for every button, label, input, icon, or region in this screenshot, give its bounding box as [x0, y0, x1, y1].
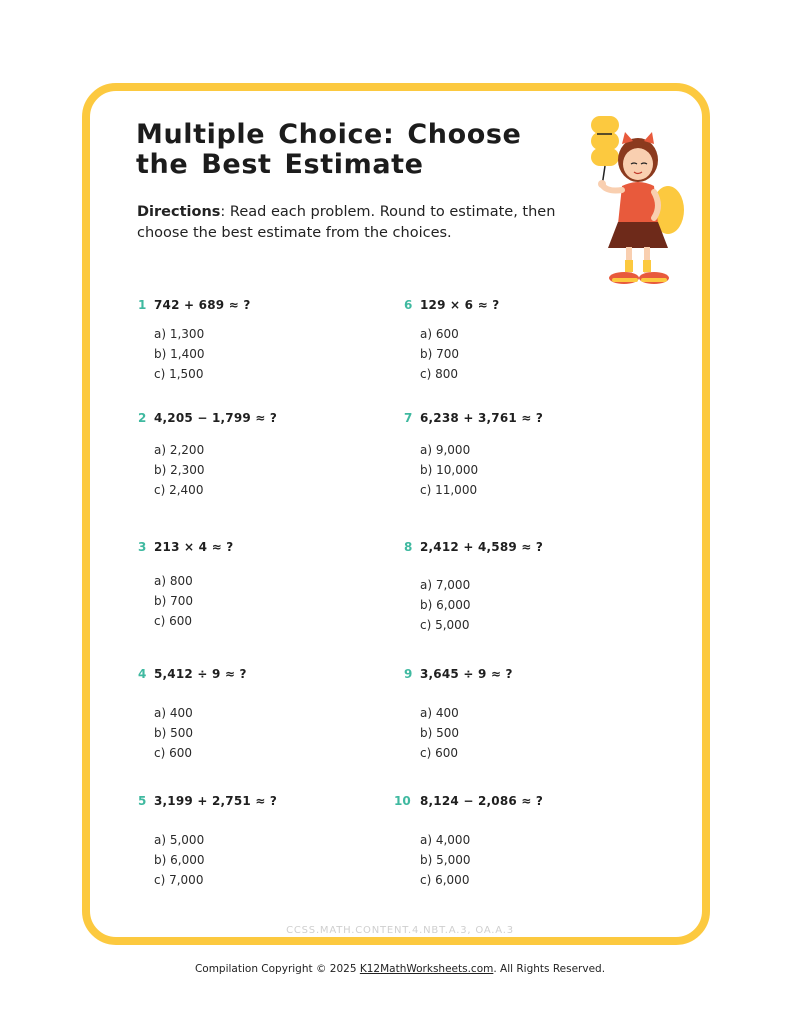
website-link[interactable]: K12MathWorksheets.com [359, 963, 494, 975]
problem-3 [138, 540, 394, 631]
choice-list [420, 440, 660, 500]
choice-b: b) 500 [154, 726, 194, 740]
choice-c: c) 11,000 [420, 483, 478, 497]
choice-list [420, 575, 660, 635]
choice-b: b) 6,000 [420, 598, 471, 612]
choice-b: b) 2,300 [154, 463, 205, 477]
choice-b: b) 500 [420, 726, 460, 740]
choice-a: a) 2,200 [154, 443, 205, 457]
choice-list [420, 703, 660, 763]
choice-a: a) 9,000 [420, 443, 471, 457]
choice-a: a) 5,000 [154, 833, 205, 847]
choice-a: a) 400 [154, 706, 193, 720]
choice-c: c) 600 [154, 746, 192, 760]
choice-c: c) 800 [420, 367, 458, 381]
copyright-prefix: Compilation Copyright © 2025 [194, 963, 360, 975]
problem-4 [138, 667, 394, 763]
choice-b: b) 6,000 [154, 853, 205, 867]
directions-text: : Read each problem. Round to estimate, then choose the best estimate from the choices. [137, 204, 556, 241]
problem-8 [404, 540, 660, 635]
choice-a: a) 800 [154, 574, 193, 588]
problem-number: 7 [404, 411, 413, 425]
choice-list [420, 324, 660, 384]
problem-expression: 8,124 − 2,086 ≈ ? [420, 794, 544, 808]
choice-list [154, 830, 394, 890]
choice-list [154, 440, 394, 500]
copyright-footer [0, 963, 800, 975]
choice-b: b) 700 [154, 594, 194, 608]
standard-code: CCSS.MATH.CONTENT.4.NBT.A.3, OA.A.3 [286, 925, 514, 936]
problem-number: 10 [394, 794, 411, 808]
face [623, 148, 653, 180]
copyright-suffix: . All Rights Reserved. [493, 963, 606, 975]
problem-2 [138, 411, 394, 500]
choice-c: c) 5,000 [420, 618, 470, 632]
problem-6 [404, 298, 660, 384]
choice-list [154, 571, 394, 631]
problem-expression: 5,412 ÷ 9 ≈ ? [154, 667, 247, 681]
directions [137, 202, 577, 244]
balloon-segment [591, 148, 619, 166]
choice-c: c) 600 [420, 746, 458, 760]
problem-number: 5 [138, 794, 147, 808]
choice-b: b) 700 [420, 347, 460, 361]
choice-b: b) 10,000 [420, 463, 479, 477]
problem-1 [138, 298, 394, 384]
worksheet-title: Multiple Choice: Choose the Best Estimate [136, 119, 522, 180]
problem-expression: 742 + 689 ≈ ? [154, 298, 251, 312]
choice-b: b) 5,000 [420, 853, 471, 867]
choice-list [154, 703, 394, 763]
balloon-segment [591, 116, 619, 134]
problem-expression: 6,238 + 3,761 ≈ ? [420, 411, 544, 425]
problem-expression: 2,412 + 4,589 ≈ ? [420, 540, 544, 554]
problem-expression: 129 × 6 ≈ ? [420, 298, 500, 312]
problem-expression: 4,205 − 1,799 ≈ ? [154, 411, 278, 425]
problem-7 [404, 411, 660, 500]
choice-c: c) 1,500 [154, 367, 204, 381]
problem-5 [138, 794, 394, 890]
choice-b: b) 1,400 [154, 347, 205, 361]
skirt [608, 222, 668, 248]
problem-expression: 3,645 ÷ 9 ≈ ? [420, 667, 513, 681]
choice-c: c) 600 [154, 614, 192, 628]
problem-expression: 3,199 + 2,751 ≈ ? [154, 794, 278, 808]
problem-number: 3 [138, 540, 147, 554]
choice-a: a) 600 [420, 327, 459, 341]
choice-list [420, 830, 660, 890]
choice-c: c) 6,000 [420, 873, 470, 887]
choice-a: a) 1,300 [154, 327, 205, 341]
choice-c: c) 2,400 [154, 483, 204, 497]
problem-number: 6 [404, 298, 413, 312]
choice-list [154, 324, 394, 384]
problem-number: 4 [138, 667, 147, 681]
problem-9 [404, 667, 660, 763]
problem-expression: 213 × 4 ≈ ? [154, 540, 234, 554]
choice-c: c) 7,000 [154, 873, 204, 887]
problem-number: 9 [404, 667, 413, 681]
girl-illustration [588, 114, 688, 299]
choice-a: a) 4,000 [420, 833, 471, 847]
choice-a: a) 400 [420, 706, 459, 720]
choice-a: a) 7,000 [420, 578, 471, 592]
problem-number: 1 [138, 298, 147, 312]
directions-label: Directions [137, 204, 221, 220]
problem-number: 2 [138, 411, 147, 425]
problem-10 [394, 794, 660, 890]
problem-number: 8 [404, 540, 413, 554]
